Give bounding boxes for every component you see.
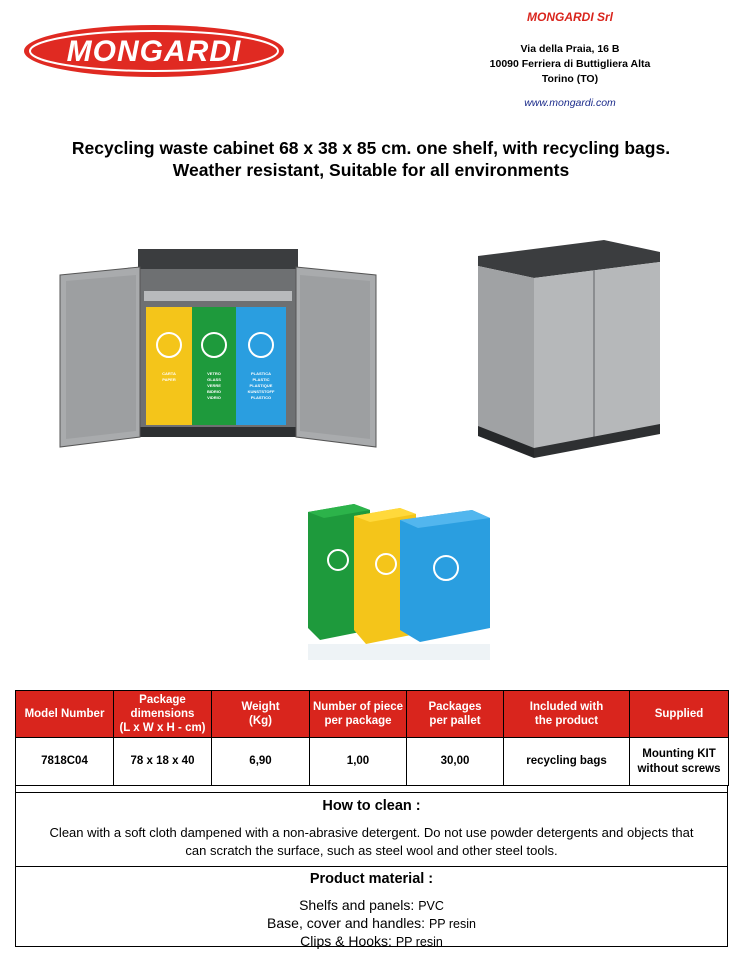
- blue-bag-text-1: PLASTICA: [251, 371, 271, 376]
- green-bag-text-1: VETRO: [207, 371, 221, 376]
- material-list: [16, 897, 727, 951]
- title-line-2: Weather resistant, Suitable for all environments: [172, 160, 570, 180]
- blue-bag-text-2: PLASTIC: [252, 377, 270, 382]
- header-model-number: Model Number: [16, 691, 114, 738]
- header-included: [504, 691, 630, 738]
- cell-supplied: [630, 738, 729, 786]
- cell-pieces: 1,00: [310, 738, 407, 786]
- cell-dimensions: 78 x 18 x 40: [114, 738, 212, 786]
- company-name: MONGARDI Srl: [526, 10, 613, 24]
- logo-text: MONGARDI: [66, 35, 242, 68]
- address-line-1: Via della Praia, 16 B: [520, 43, 620, 55]
- product-material-section: [15, 866, 728, 947]
- company-website[interactable]: www.mongardi.com: [524, 97, 616, 109]
- product-material-heading: Product material :: [309, 871, 434, 887]
- how-to-clean-section: [15, 792, 728, 867]
- green-bag-text-3: VERRE: [207, 383, 221, 388]
- product-title: [0, 137, 742, 181]
- header-pkg-line-3: (L x W x H - cm): [119, 722, 206, 734]
- company-info: [420, 10, 720, 109]
- header-pallet-line-1: Packages: [428, 701, 482, 713]
- material-label: Clips & Hooks:: [300, 933, 396, 949]
- address-line-2: 10090 Ferriera di Buttigliera Alta: [489, 58, 651, 70]
- how-to-clean-text: [16, 824, 727, 860]
- address-line-3: Torino (TO): [541, 73, 599, 85]
- table-row: [16, 738, 729, 786]
- specification-table: [15, 690, 729, 786]
- header-supplied: Supplied: [630, 691, 729, 738]
- header-weight-line-1: Weight: [241, 701, 280, 713]
- blue-bag-text-5: PLASTICO: [250, 395, 272, 400]
- cell-supplied-line-2: without screws: [637, 762, 721, 775]
- material-label: Base, cover and handles:: [267, 915, 429, 931]
- header-packages-per-pallet: [407, 691, 504, 738]
- yellow-bag-text-2: PAPER: [162, 377, 176, 382]
- open-cabinet-image: [58, 245, 388, 450]
- closed-cabinet-image: [474, 238, 664, 460]
- material-item: [16, 933, 727, 951]
- material-item: [16, 915, 727, 933]
- cell-supplied-line-1: Mounting KIT: [642, 747, 716, 760]
- clean-text-line-2: can scratch the surface, such as steel wool and other steel tools.: [185, 843, 558, 858]
- header-included-line-1: Included with: [529, 701, 604, 713]
- header-weight: [212, 691, 310, 738]
- yellow-bag-text-1: CARTA: [162, 371, 176, 376]
- clean-text-line-1: Clean with a soft cloth dampened with a non-abrasive detergent. Do not use powder detergents and objects that: [49, 825, 694, 840]
- material-item: [16, 897, 727, 915]
- cell-model-number: 7818C04: [16, 738, 114, 786]
- header-pieces-line-1: Number of piece: [312, 701, 404, 713]
- green-bag-text-4: BIDRIO: [207, 389, 221, 394]
- green-bag-text-2: GLASS: [207, 377, 221, 382]
- cell-weight: 6,90: [212, 738, 310, 786]
- header-pkg-line-2: dimensions: [130, 708, 195, 720]
- header-pallet-line-2: per pallet: [429, 715, 481, 727]
- material-value: PP resin: [428, 917, 476, 931]
- green-bag-text-5: VIDRIO: [207, 395, 221, 400]
- company-address: [420, 42, 720, 87]
- header-weight-line-2: (Kg): [249, 715, 272, 727]
- cell-included: recycling bags: [504, 738, 630, 786]
- header-pkg-line-1: Package: [139, 694, 186, 706]
- cell-pallet: 30,00: [407, 738, 504, 786]
- header-package-dimensions: [114, 691, 212, 738]
- recycling-bags-image: [300, 498, 496, 664]
- blue-bag-text-3: PLASTIQUE: [249, 383, 273, 388]
- header-pieces: [310, 691, 407, 738]
- material-value: PVC: [418, 899, 444, 913]
- header-pieces-line-2: per package: [324, 715, 392, 727]
- mongardi-logo: [22, 22, 287, 80]
- material-label: Shelfs and panels:: [299, 897, 419, 913]
- title-line-1: Recycling waste cabinet 68 x 38 x 85 cm. one shelf, with recycling bags.: [71, 138, 671, 158]
- header-included-line-2: the product: [534, 715, 599, 727]
- material-value: PP resin: [395, 935, 443, 949]
- table-header-row: [16, 691, 729, 738]
- how-to-clean-heading: How to clean :: [322, 798, 421, 814]
- blue-bag-text-4: KUNSTSTOFF: [247, 389, 275, 394]
